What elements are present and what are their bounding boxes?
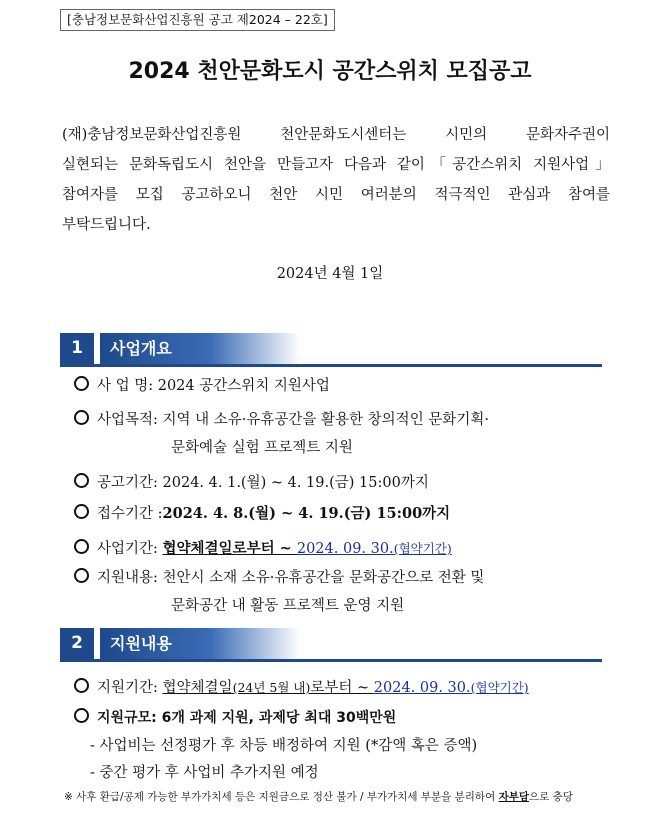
section-header-support [60,628,602,662]
item-notice-period: 공고기간: 2024. 4. 1.(월) ~ 4. 19.(금) 15:00까지 [74,471,429,492]
footnote: ※ 사후 환급/공제 가능한 부가가치세 등은 지원금으로 정산 불가 / 부가가치세 부분을 분리하여 자부담으로 충당 [64,791,573,803]
intro-line: 참여자를 모집 공고하오니 천안 시민 여러분의 적극적인 관심과 참여를 [62,187,610,203]
notice-date: 2024년 4월 1일 [276,266,384,282]
circle-bullet-icon [74,678,89,693]
circle-bullet-icon [74,708,89,723]
section-number: 2 [60,628,94,659]
item-support-period: 지원기간: 협약체결일(24년 5월 내)로부터 ~ 2024. 09. 30.(협약기간) [74,676,529,697]
intro-paragraph [62,120,610,240]
intro-line: (재)충남정보문화산업진흥원 천안문화도시센터는 시민의 문화자주권이 [62,127,610,143]
sub-item: - 중간 평가 후 사업비 추가지원 예정 [90,765,319,781]
item-application-period: 접수기간 :2024. 4. 8.(월) ~ 4. 19.(금) 15:00까지 [74,502,450,523]
section-number: 1 [60,333,94,364]
intro-line: 실현되는 문화독립도시 천안을 만들고자 다음과 같이「공간스위치 지원사업」 [62,157,610,173]
intro-line: 부탁드립니다. [62,217,151,233]
item-purpose: 사업목적: 지역 내 소유·유휴공간을 활용한 창의적인 문화기획· [74,408,489,429]
item-support-content: 지원내용: 천안시 소재 소유·유휴공간을 문화공간으로 전환 및 [74,566,484,587]
item-support-cont: 문화공간 내 활동 프로젝트 운영 지원 [171,598,405,614]
circle-bullet-icon [74,473,89,488]
circle-bullet-icon [74,539,89,554]
circle-bullet-icon [74,410,89,425]
item-purpose-cont: 문화예술 실험 프로젝트 지원 [171,440,353,456]
item-support-scale: 지원규모: 6개 과제 지원, 과제당 최대 30백만원 [74,707,396,727]
circle-bullet-icon [74,568,89,583]
section-title: 사업개요 [100,333,300,364]
item-project-period: 사업기간: 협약체결일로부터 ~ 2024. 09. 30.(협약기간) [74,537,452,558]
circle-bullet-icon [74,376,89,391]
section-header-overview [60,333,602,367]
section-title: 지원내용 [100,628,300,659]
notice-number: [충남정보문화산업진흥원 공고 제2024 – 22호] [60,9,335,31]
page-title: 2024 천안문화도시 공간스위치 모집공고 [128,59,532,84]
sub-item: - 사업비는 선정평가 후 차등 배정하여 지원 (*감액 혹은 증액) [90,738,478,754]
item-project-name: 사 업 명: 2024 공간스위치 지원사업 [74,374,330,395]
circle-bullet-icon [74,504,89,519]
